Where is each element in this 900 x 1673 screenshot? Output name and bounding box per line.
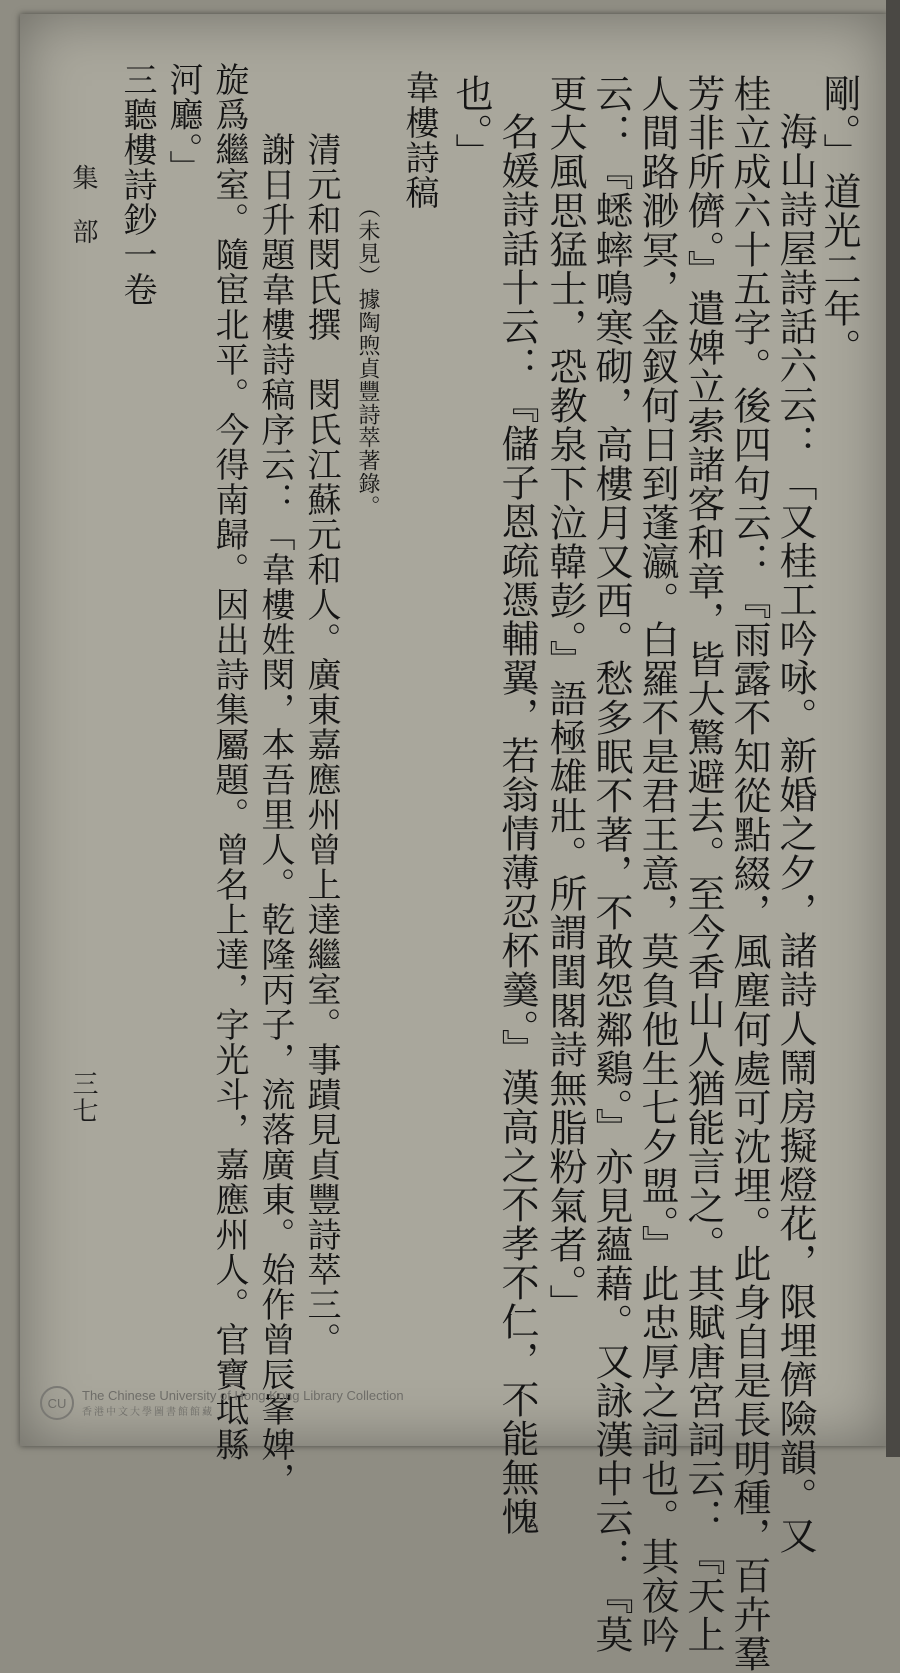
text-column-1: 剛。」道光二年。 <box>817 74 861 367</box>
text-column-14: 旋爲繼室。隨宦北平。今得南歸。因出詩集屬題。曾名上達，字光斗，嘉應州人。官寶坻縣 <box>209 62 249 1462</box>
watermark-chinese: 香港中文大學圖書館館藏 <box>82 1407 214 1418</box>
page-header: 集 部 <box>68 164 98 245</box>
note-not-seen: （未見）據陶煦貞豐詩萃著錄。 <box>355 196 380 518</box>
text-column-7: 更大風思猛士，恐教泉下泣韓彭。』語極雄壯。所謂閨閣詩無脂粉氣者。」 <box>543 74 587 1323</box>
section-title-santing: 三聽樓詩鈔一卷 <box>117 62 157 307</box>
text-column-13: 謝日升題韋樓詩稿序云：「韋樓姓閔，本吾里人。乾隆丙子，流落廣東。始作曾辰峯婢， <box>255 132 295 1497</box>
text-column-2: 海山詩屋詩話六云：「又桂工吟咏。新婚之夕，諸詩人鬧房擬燈花，限埋儕險韻。又 <box>773 112 817 1555</box>
watermark-text <box>82 1388 404 1418</box>
book-spine <box>886 0 900 1457</box>
library-watermark <box>40 1386 404 1420</box>
text-column-12: 清元和閔氏撰 閔氏江蘇元和人。廣東嘉應州曾上達繼室。事蹟見貞豐詩萃三。 <box>301 132 341 1357</box>
text-column-6: 云：『蟋蟀鳴寒砌，高樓月又西。愁多眠不著，不敢怨鄰鷄。』亦見蘊藉。又詠漢中云：『莫 <box>589 74 633 1654</box>
text-column-5: 人間路渺冥，金釵何日到蓬瀛。白羅不是君王意，莫負他生七夕盟。』此忠厚之詞也。其夜吟 <box>635 74 679 1654</box>
text-column-4: 芳非所儕。』遣婢立索諸客和章，皆大驚避去。至今香山人猶能言之。其賦唐宮詞云：『天上 <box>681 74 725 1654</box>
book-page <box>20 14 888 1673</box>
page-number: 三七 <box>68 1070 98 1124</box>
section-title-weilou: 韋樓詩稿 <box>399 70 439 210</box>
text-column-8: 名媛詩話十云：『儲子恩疏憑輔翼，若翁情薄忍杯羹。』漢高之不孝不仁，不能無愧 <box>495 112 539 1536</box>
watermark-english: The Chinese University of Hong Kong Library Collection <box>82 1388 404 1403</box>
library-logo-icon: CU <box>40 1386 74 1420</box>
text-column-9: 也。」 <box>449 74 493 172</box>
text-column-3: 桂立成六十五字。後四句云：『雨露不知從點綴，風塵何處可沈埋。此身自是長明種，百卉羣 <box>727 74 771 1673</box>
text-column-15: 河廳。」 <box>163 62 203 185</box>
